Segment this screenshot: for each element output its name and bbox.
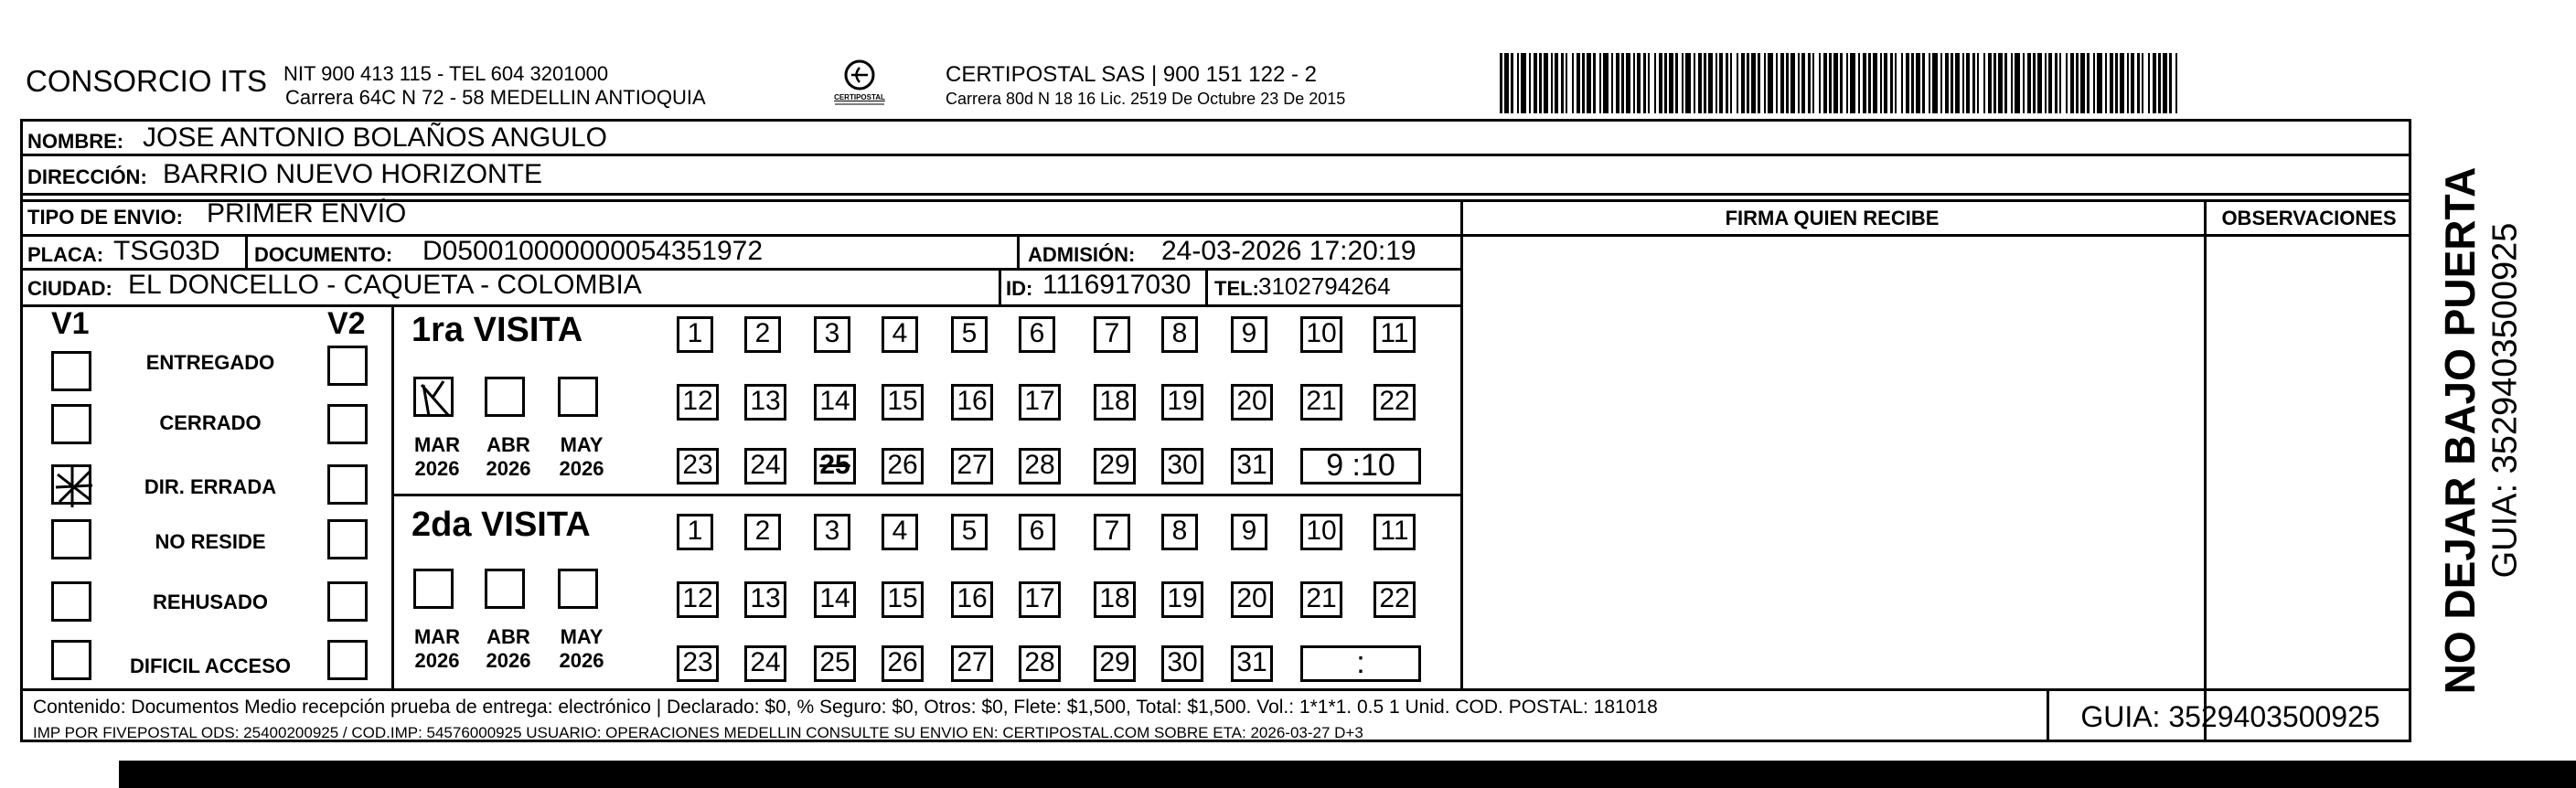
barcode-bar [1880,53,1882,113]
month-label: MAY [560,433,604,456]
day-box-6[interactable]: 6 [1019,316,1055,353]
barcode-bar [2045,53,2047,113]
day-box-10[interactable]: 10 [1300,514,1342,550]
barcode-bar [1884,53,1887,113]
barcode-bar [1798,53,1800,113]
company-nit: NIT 900 413 115 - TEL 604 3201000 [283,62,609,85]
barcode-bar [2027,53,2031,113]
visit-time-box[interactable]: 9 :10 [1300,448,1421,485]
barcode-bar [2137,53,2140,113]
barcode-bar [1694,53,1695,113]
barcode-bar [1517,53,1519,113]
barcode-bar [1659,53,1662,113]
logo-text: CERTIPOSTAL [834,93,885,101]
barcode-bar [2175,53,2177,113]
barcode-bar [1561,53,1564,113]
barcode-bar [2158,53,2161,113]
first-visit-title: 1ra VISITA [412,311,583,349]
day-box-3[interactable]: 3 [814,514,850,550]
barcode-bar [1929,53,1930,113]
day-box-10[interactable]: 10 [1300,316,1342,353]
day-box-31[interactable]: 31 [1231,645,1273,682]
print-info: IMP POR FIVEPOSTAL ODS: 25400200925 / COD.IMP: 54576000925 USUARIO: OPERACIONES MEDELLIN CONSULTE SU ENVIO EN: CERTIPOSTAL.COM SOBRE ETA: 2026-03-27 D+3 [33,724,1363,741]
day-box-24[interactable]: 24 [744,645,786,682]
barcode-bar [1829,53,1832,113]
tipo-envio-value: PRIMER ENVÍO [207,198,407,229]
nombre-label: NOMBRE: [27,130,124,153]
barcode-bar [1751,53,1756,113]
day-box-18[interactable]: 18 [1094,581,1136,618]
day-box-27[interactable]: 27 [951,448,993,485]
direccion-value: BARRIO NUEVO HORIZONTE [163,159,543,189]
day-box-7[interactable]: 7 [1094,514,1130,550]
month-label: ABR [486,625,530,648]
barcode-bar [2055,53,2058,113]
barcode-bar [1529,53,1531,113]
barcode-bar [1895,53,1897,113]
shipment-contents: Contenido: Documentos Medio recepción prueba de entrega: electrónico | Declarado: $0, % Seguro: $0, Otros: $0, Flete: $1,500, Total: $1,500. Vol.: 1*1*1. 0.5 1 Unid. COD. POSTAL: 181018 [33,697,1658,718]
barcode-bar [1633,53,1635,113]
second-visit-title: 2da VISITA [412,506,591,544]
barcode-bar [1780,53,1784,113]
barcode-bar [1906,53,1909,113]
month-checkbox-abr[interactable] [485,569,525,609]
barcode-bar [1669,53,1673,113]
day-box-2[interactable]: 2 [744,514,781,550]
barcode-bar [1626,53,1630,113]
day-box-4[interactable]: 4 [882,514,918,550]
month-label: ABR [486,433,530,456]
day-box-12[interactable]: 12 [677,384,719,421]
day-box-2[interactable]: 2 [744,316,781,353]
barcode-bar [1654,53,1656,113]
side-notice: NO DEJAR BAJO PUERTA [2436,166,2484,695]
day-box-9[interactable]: 9 [1231,514,1267,550]
barcode-bar [1648,53,1650,113]
bottom-edge-bar [119,761,2576,788]
barcode-bar [2059,53,2061,113]
barcode-bar [2070,53,2074,113]
option-label: DIFICIL ACCESO [129,655,291,677]
day-box-11[interactable]: 11 [1374,514,1416,550]
barcode-bar [1932,53,1938,113]
day-box-22[interactable]: 22 [1374,384,1416,421]
barcode-bar [1846,53,1848,113]
day-box-16[interactable]: 16 [951,384,993,421]
barcode-bar [1911,53,1914,113]
admision-value: 24-03-2026 17:20:19 [1161,236,1416,266]
day-box-9[interactable]: 9 [1231,316,1267,353]
v2-checkbox-dificil-acceso[interactable] [327,640,368,680]
option-label: REHUSADO [153,591,268,613]
day-box-23[interactable]: 23 [677,448,719,485]
day-box-5[interactable]: 5 [951,514,988,550]
barcode-bar [2087,53,2090,113]
v1-checkbox-dir-errada[interactable] [51,464,91,505]
carrier-name: CERTIPOSTAL SAS | 900 151 122 - 2 [946,62,1317,87]
tipo-envio-label: TIPO DE ENVIO: [27,206,183,229]
barcode-bar [1916,53,1920,113]
day-box-22[interactable]: 22 [1374,581,1416,618]
day-box-25[interactable]: 25 [814,448,856,485]
barcode-bar [1858,53,1860,113]
v2-checkbox-entregado[interactable] [327,346,368,386]
barcode [1500,53,2181,113]
barcode-bar [1504,53,1509,113]
tel-value: 3102794264 [1258,272,1391,300]
day-box-11[interactable]: 11 [1374,316,1416,353]
day-box-15[interactable]: 15 [882,384,924,421]
day-box-15[interactable]: 15 [882,581,924,618]
barcode-bar [1685,53,1691,113]
barcode-bar [1539,53,1542,113]
barcode-bar [1616,53,1619,113]
month-checkbox-mar[interactable] [413,569,454,609]
barcode-bar [2131,53,2134,113]
barcode-bar [1708,53,1713,113]
v2-checkbox-dir-errada[interactable] [327,464,368,505]
barcode-bar [1551,53,1553,113]
barcode-bar [1776,53,1778,113]
barcode-bar [1819,53,1821,113]
tel-label: TEL: [1214,277,1259,300]
barcode-bar [2115,53,2118,113]
id-label: ID: [1006,277,1033,300]
barcode-bar [1863,53,1866,113]
barcode-bar [1741,53,1745,113]
barcode-bar [1868,53,1871,113]
barcode-bar [1730,53,1732,113]
day-box-28[interactable]: 28 [1019,448,1061,485]
barcode-bar [1966,53,1970,113]
barcode-bar [1988,53,1992,113]
documento-label: DOCUMENTO: [254,243,393,266]
barcode-bar [1593,53,1596,113]
day-box-29[interactable]: 29 [1094,645,1136,682]
barcode-bar [2033,53,2036,113]
barcode-bar [1719,53,1723,113]
barcode-bar [2142,53,2143,113]
barcode-bar [1521,53,1526,113]
v2-checkbox-rehusado[interactable] [327,581,368,622]
barcode-bar [1698,53,1702,113]
day-box-19[interactable]: 19 [1161,384,1203,421]
documento-value: D050010000000054351972 [422,236,764,266]
day-box-5[interactable]: 5 [951,316,988,353]
day-box-16[interactable]: 16 [951,581,993,618]
option-label: NO RESIDE [155,530,266,553]
barcode-bar [1500,53,1502,113]
barcode-bar [1758,53,1760,113]
barcode-bar [2048,53,2052,113]
barcode-bar [1534,53,1537,113]
barcode-bar [1790,53,1795,113]
day-box-8[interactable]: 8 [1161,316,1198,353]
barcode-bar [1599,53,1601,113]
barcode-bar [2110,53,2113,113]
v2-label: V2 [327,306,366,341]
day-box-28[interactable]: 28 [1019,645,1061,682]
year-label: 2026 [559,649,604,672]
company-address: Carrera 64C N 72 - 58 MEDELLIN ANTIOQUIA [285,86,706,109]
day-box-8[interactable]: 8 [1161,514,1198,550]
barcode-bar [1747,53,1749,113]
barcode-bar [2066,53,2068,113]
day-box-30[interactable]: 30 [1161,448,1203,485]
month-label: MAY [560,625,604,648]
day-box-1[interactable]: 1 [677,316,713,353]
barcode-bar [1664,53,1667,113]
ciudad-value: EL DONCELLO - CAQUETA - COLOMBIA [128,270,642,300]
v1-checkbox-cerrado[interactable] [51,404,91,444]
barcode-bar [2169,53,2172,113]
day-box-27[interactable]: 27 [951,645,993,682]
day-box-4[interactable]: 4 [882,316,918,353]
option-label: DIR. ERRADA [144,475,277,498]
barcode-bar [1962,53,1964,113]
barcode-bar [1951,53,1953,113]
barcode-bar [1682,53,1683,113]
month-checkbox-abr[interactable] [485,377,525,417]
barcode-bar [1611,53,1613,113]
day-box-29[interactable]: 29 [1094,448,1136,485]
barcode-bar [1977,53,1979,113]
month-checkbox-mar[interactable] [413,377,454,417]
visit-time-box[interactable]: : [1300,645,1421,682]
v1-checkbox-entregado[interactable] [51,351,91,391]
certipostal-logo [828,57,892,112]
month-label: MAR [413,433,461,456]
day-box-13[interactable]: 13 [744,581,786,618]
barcode-bar [1675,53,1678,113]
barcode-bar [1768,53,1773,113]
barcode-bar [1764,53,1766,113]
barcode-bar [1637,53,1641,113]
barcode-bar [1786,53,1789,113]
barcode-bar [1577,53,1580,113]
barcode-bar [2163,53,2167,113]
day-box-26[interactable]: 26 [882,448,924,485]
month-checkbox-may[interactable] [558,569,598,609]
v1-label: V1 [51,306,90,341]
month-checkbox-may[interactable] [558,377,598,417]
barcode-bar [1922,53,1925,113]
barcode-bar [1823,53,1827,113]
barcode-bar [1993,53,1996,113]
day-box-21[interactable]: 21 [1300,581,1342,618]
placa-label: PLACA: [27,243,104,266]
month-label: MAR [413,625,461,648]
barcode-bar [1643,53,1646,113]
barcode-bar [1945,53,1949,113]
day-box-14[interactable]: 14 [814,581,856,618]
year-label: 2026 [559,457,604,480]
year-label: 2026 [486,649,531,672]
day-box-31[interactable]: 31 [1231,448,1273,485]
day-box-1[interactable]: 1 [677,514,713,550]
barcode-bar [1833,53,1838,113]
barcode-bar [1582,53,1585,113]
barcode-bar [2097,53,2102,113]
barcode-bar [2148,53,2150,113]
placa-value: TSG03D [113,236,220,266]
barcode-bar [1726,53,1728,113]
day-box-26[interactable]: 26 [882,645,924,682]
day-box-17[interactable]: 17 [1019,384,1061,421]
observaciones-header: OBSERVACIONES [2221,207,2397,229]
barcode-bar [2080,53,2085,113]
day-box-25[interactable]: 25 [814,645,856,682]
id-value: 1116917030 [1042,270,1192,300]
barcode-bar [1955,53,1960,113]
day-box-30[interactable]: 30 [1161,645,1203,682]
nombre-value: JOSE ANTONIO BOLAÑOS ANGULO [143,122,607,153]
barcode-bar [1603,53,1609,113]
guia-number-box: GUIA: 3529403500925 [2080,700,2380,733]
firma-header: FIRMA QUIEN RECIBE [1725,207,1940,229]
barcode-bar [1850,53,1855,113]
day-box-7[interactable]: 7 [1094,316,1130,353]
day-box-13[interactable]: 13 [744,384,786,421]
barcode-bar [2037,53,2042,113]
barcode-bar [2093,53,2095,113]
direccion-label: DIRECCIÓN: [27,165,147,188]
day-box-14[interactable]: 14 [814,384,856,421]
barcode-bar [2011,53,2013,113]
barcode-bar [1587,53,1591,113]
v1-checkbox-dificil-acceso[interactable] [51,640,91,680]
barcode-bar [1572,53,1574,113]
day-box-19[interactable]: 19 [1161,581,1203,618]
barcode-bar [1972,53,1975,113]
v2-checkbox-cerrado[interactable] [327,404,368,444]
option-label: CERRADO [159,411,262,434]
company-name: CONSORCIO ITS [26,64,268,98]
year-label: 2026 [414,649,460,672]
barcode-bar [1716,53,1717,113]
barcode-bar [1940,53,1942,113]
day-box-21[interactable]: 21 [1300,384,1342,421]
barcode-bar [1808,53,1811,113]
option-label: ENTREGADO [145,351,275,374]
barcode-bar [1901,53,1903,113]
day-box-24[interactable]: 24 [744,448,786,485]
check-mark-icon [54,467,94,507]
barcode-bar [1704,53,1706,113]
barcode-bar [1890,53,1893,113]
ciudad-label: CIUDAD: [27,277,112,300]
barcode-bar [1544,53,1548,113]
v1-checkbox-no-reside[interactable] [51,519,91,559]
year-label: 2026 [414,457,460,480]
year-label: 2026 [486,457,531,480]
barcode-bar [1873,53,1877,113]
day-box-6[interactable]: 6 [1019,514,1055,550]
v2-checkbox-no-reside[interactable] [327,519,368,559]
day-box-3[interactable]: 3 [814,316,850,353]
barcode-bar [2127,53,2129,113]
barcode-bar [2015,53,2020,113]
barcode-bar [2120,53,2124,113]
day-box-20[interactable]: 20 [1231,581,1273,618]
barcode-bar [1621,53,1624,113]
barcode-bar [1511,53,1513,113]
v1-checkbox-rehusado[interactable] [51,581,91,622]
barcode-bar [2105,53,2107,113]
barcode-bar [1555,53,1558,113]
barcode-bar [1566,53,1567,113]
handwritten-mark-icon [416,379,456,420]
barcode-bar [1840,53,1843,113]
barcode-bar [1737,53,1738,113]
barcode-bar [1998,53,2003,113]
admision-label: ADMISIÓN: [1028,243,1136,266]
barcode-bar [1801,53,1805,113]
barcode-bar [2004,53,2007,113]
side-guia: GUIA: 3529403500925 [2485,222,2525,579]
barcode-bar [2023,53,2025,113]
day-box-20[interactable]: 20 [1231,384,1273,421]
barcode-bar [2076,53,2079,113]
barcode-bar [1983,53,1985,113]
carrier-license: Carrera 80d N 18 16 Lic. 2519 De Octubre 23 De 2015 [946,90,1346,108]
barcode-bar [2153,53,2156,113]
day-box-17[interactable]: 17 [1019,581,1061,618]
day-box-12[interactable]: 12 [677,581,719,618]
day-box-18[interactable]: 18 [1094,384,1136,421]
barcode-bar [1812,53,1814,113]
day-box-23[interactable]: 23 [677,645,719,682]
